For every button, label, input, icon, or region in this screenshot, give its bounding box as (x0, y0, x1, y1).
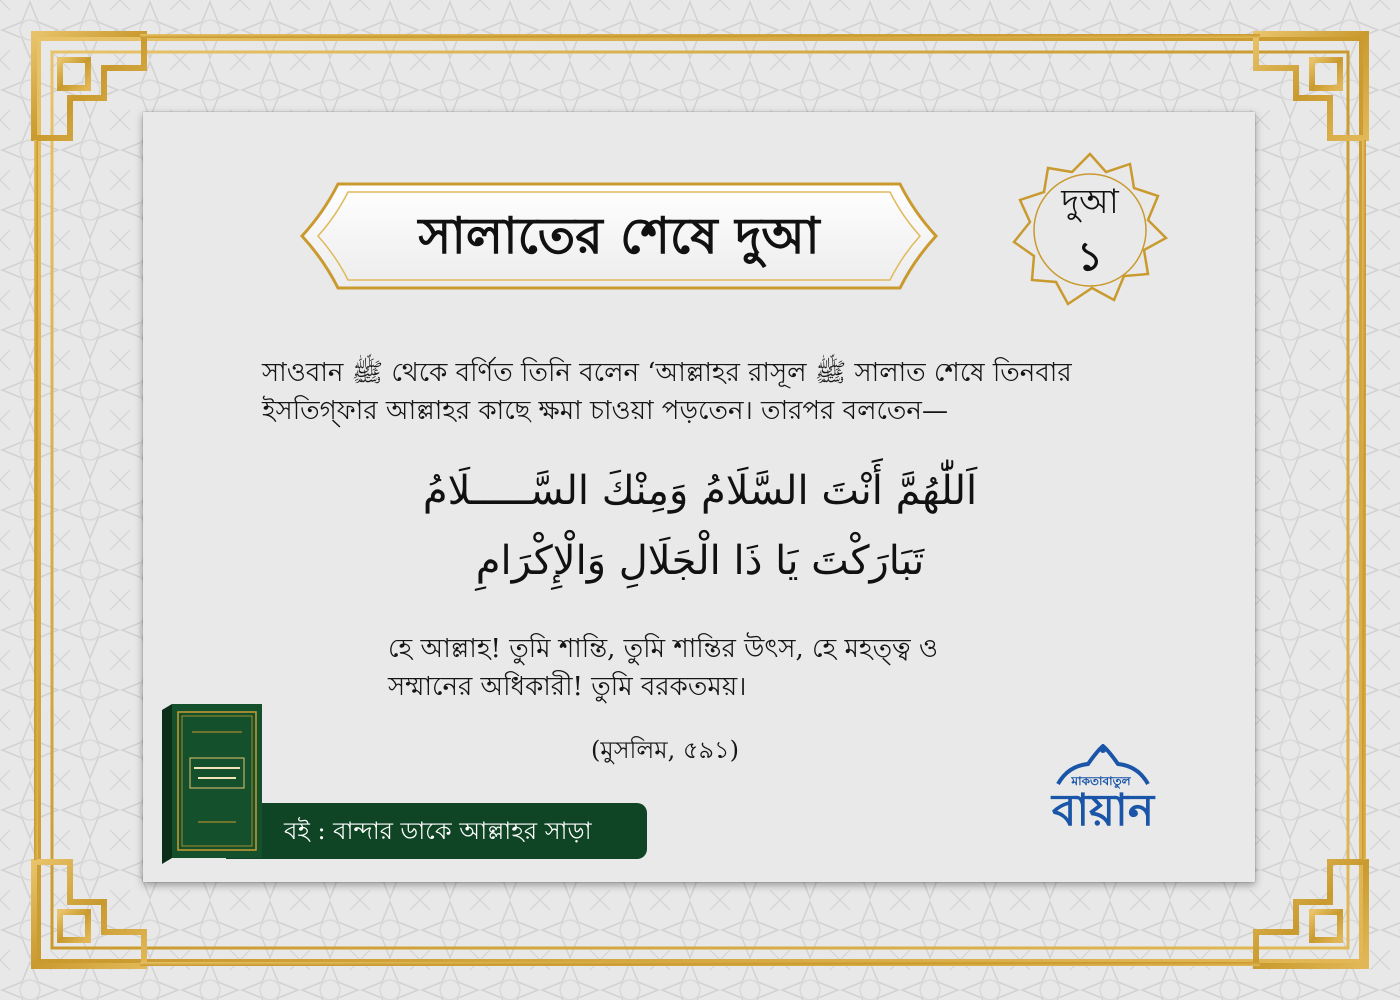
logo-subtitle: মাকতাবাতুল (1071, 774, 1131, 788)
arabic-line-1: اَللّٰهُمَّ أَنْتَ السَّلَامُ وَمِنْكَ السَّـــــلَامُ (422, 468, 978, 514)
reference-text: (মুসলিম, ৫৯১) (591, 736, 739, 764)
narration-text: সাওবান ﷺ থেকে বর্ণিত তিনি বলেন ‘আল্লাহর রাসূল ﷺ সালাত শেষে তিনবার ইসতিগ্ফার আল্লাহর কাছে ক্ষমা চাওয়া পড়তেন। তারপর বলতেন— (262, 358, 1072, 426)
translation-text: হে আল্লাহ! তুমি শান্তি, তুমি শান্তির উৎস, হে মহত্ত্ব ও সম্মানের অধিকারী! তুমি বরকতময়। (388, 634, 938, 702)
badge-number: ১ (1077, 233, 1103, 280)
arabic-line-2: تَبَارَكْتَ يَا ذَا الْجَلَالِ وَالْإِكْرَامِ (475, 538, 925, 584)
badge-label: দুআ (1061, 182, 1119, 222)
star-badge-icon (1010, 150, 1170, 310)
page-title: সালাতের শেষে দুআ (418, 207, 820, 265)
logo-title: বায়ান (1051, 785, 1155, 836)
book-cover-icon (162, 704, 266, 864)
book-label: বই : বান্দার ডাকে আল্লাহর সাড়া (284, 817, 592, 845)
